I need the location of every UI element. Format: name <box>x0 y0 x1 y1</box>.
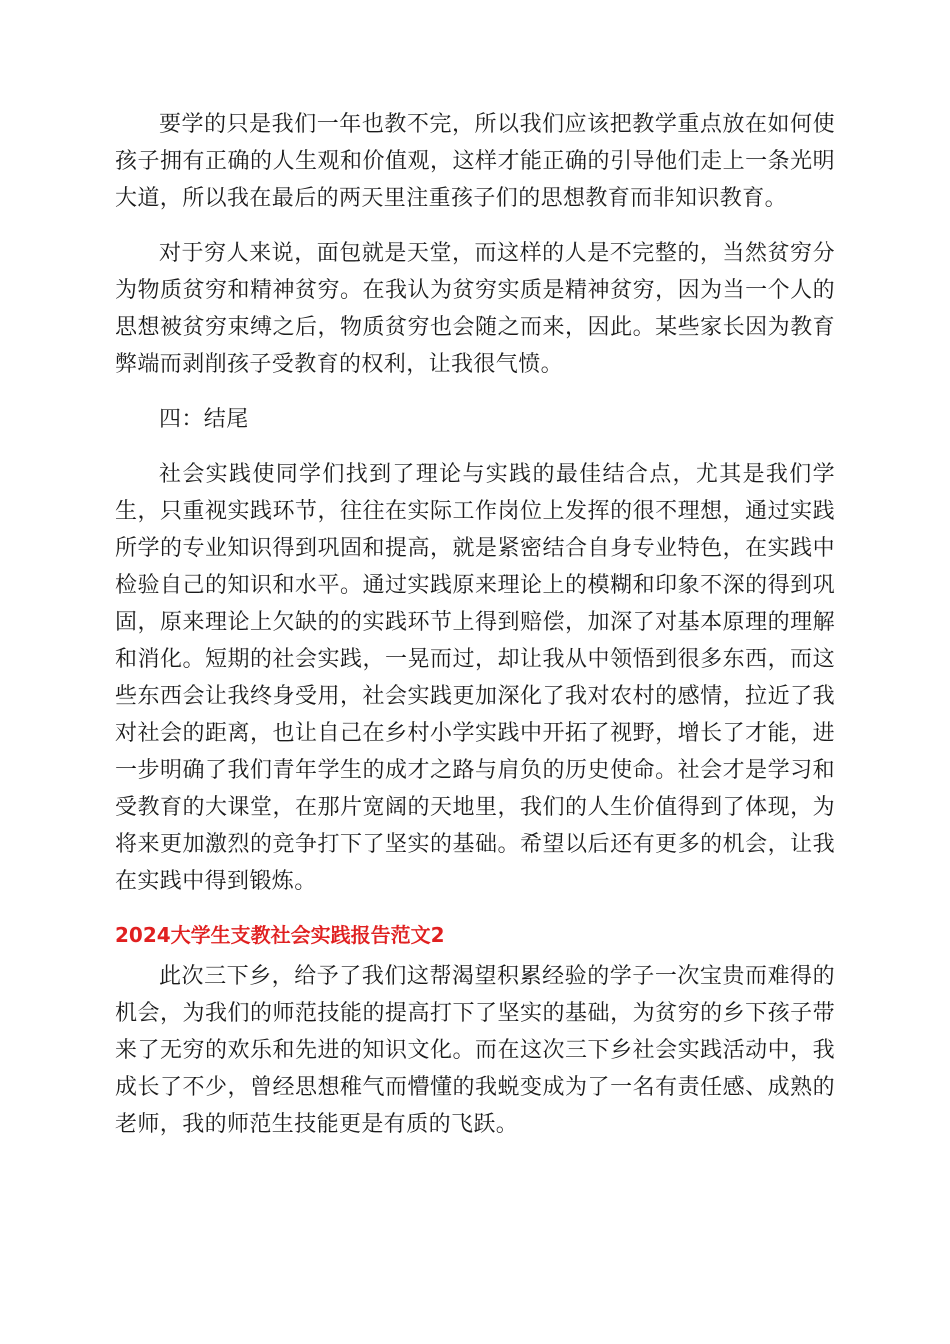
section-heading: 2024大学生支教社会实践报告范文2 <box>115 923 445 947</box>
subheading-conclusion: 四：结尾 <box>159 407 249 432</box>
paragraph-teaching-focus: 要学的只是我们一年也教不完，所以我们应该把教学重点放在如何使孩子拥有正确的人生观和价值观，这样才能正确的引导他们走上一条光明大道，所以我在最后的两天里注重孩子们的思想教育而非知识教育。 <box>115 112 835 211</box>
paragraph-sanxiaxiang: 此次三下乡，给予了我们这帮渴望积累经验的学子一次宝贵而难得的机会，为我们的师范技能的提高打下了坚实的基础，为贫穷的乡下孩子带来了无穷的欢乐和先进的知识文化。而在这次三下乡社会实践活动中，我成长了不少，曾经思想稚气而懵懂的我蜕变成为了一名有责任感、成熟的老师，我的师范生技能更是有质的飞跃。 <box>115 964 835 1137</box>
document-page <box>115 106 835 1161</box>
paragraph-poverty: 对于穷人来说，面包就是天堂，而这样的人是不完整的，当然贫穷分为物质贫穷和精神贫穷。在我认为贫穷实质是精神贫穷，因为当一个人的思想被贫穷束缚之后，物质贫穷也会随之而来，因此。某些家长因为教育弊端而剥削孩子受教育的权利，让我很气愤。 <box>115 241 835 377</box>
paragraph-social-practice: 社会实践使同学们找到了理论与实践的最佳结合点，尤其是我们学生，只重视实践环节，往往在实际工作岗位上发挥的很不理想，通过实践所学的专业知识得到巩固和提高，就是紧密结合自身专业特色，在实践中检验自己的知识和水平。通过实践原来理论上的模糊和印象不深的得到巩固，原来理论上欠缺的的实践环节上得到赔偿，加深了对基本原理的理解和消化。短期的社会实践，一晃而过，却让我从中领悟到很多东西，而这些东西会让我终身受用，社会实践更加深化了我对农村的感情，拉近了我对社会的距离，也让自己在乡村小学实践中开拓了视野，增长了才能，进一步明确了我们青年学生的成才之路与肩负的历史使命。社会才是学习和受教育的大课堂，在那片宽阔的天地里，我们的人生价值得到了体现，为将来更加激烈的竞争打下了坚实的基础。希望以后还有更多的机会，让我在实践中得到锻炼。 <box>115 462 835 894</box>
